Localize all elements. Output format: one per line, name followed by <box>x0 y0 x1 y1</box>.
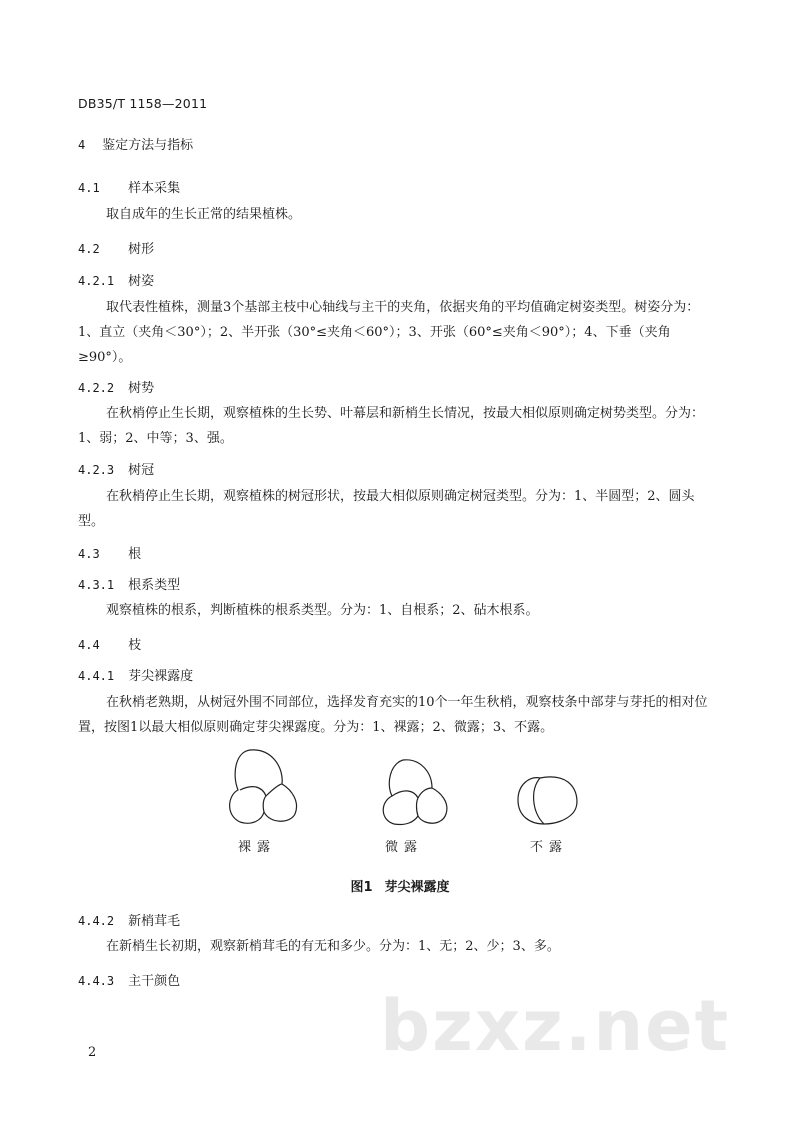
section-title: 树形 <box>128 242 155 257</box>
section-title: 树姿 <box>128 274 155 289</box>
paragraph-4-2-1: 取代表性植株，测量3个基部主枝中心轴线与主干的夹角，依据夹角的平均值确定树姿类型。树姿分为：1、直立（夹角＜30°）；2、半开张（30°≤夹角＜60°）；3、开张（60°≤夹角＜90°）；4、下垂（夹角≥90°）。 <box>78 300 700 365</box>
watermark: bzxz.net <box>380 985 731 1067</box>
section-heading-4-3-1 <box>78 574 180 593</box>
section-title: 树势 <box>128 381 155 396</box>
section-number: 4.4.2 <box>78 914 115 928</box>
section-number: 4.1 <box>78 181 100 195</box>
paragraph-4-2-3: 在秋梢停止生长期，观察植株的树冠形状，按最大相似原则确定树冠类型。分为：1、半圆型；2、圆头型。 <box>78 489 695 529</box>
section-number: 4.3 <box>78 547 100 561</box>
section-number: 4.2.3 <box>78 463 115 477</box>
paragraph-4-4-2: 在新梢生长初期，观察新梢茸毛的有无和多少。分为：1、无；2、少；3、多。 <box>106 939 560 954</box>
figure-caption-number: 图1 <box>350 880 373 895</box>
section-heading-4-3 <box>78 543 141 562</box>
section-title: 树冠 <box>128 463 155 478</box>
section-title: 样本采集 <box>128 181 181 196</box>
section-heading-4-2-1 <box>78 270 154 289</box>
figure-caption-title: 芽尖裸露度 <box>384 880 450 895</box>
figure-label-not-exposed: 不露 <box>530 840 569 855</box>
section-title: 主干颜色 <box>128 974 181 989</box>
paragraph-4-1: 取自成年的生长正常的结果植株。 <box>106 207 302 222</box>
section-number: 4.2 <box>78 242 100 256</box>
section-title: 枝 <box>128 638 142 653</box>
section-title: 新梢茸毛 <box>128 914 181 929</box>
section-heading-4-2-3 <box>78 459 154 478</box>
section-heading-4-2 <box>78 238 154 257</box>
section-number: 4.4.1 <box>78 669 115 683</box>
paragraph-4-2-2: 在秋梢停止生长期，观察植株的生长势、叶幕层和新梢生长情况，按最大相似原则确定树势类型。分为：1、弱；2、中等；3、强。 <box>78 406 705 446</box>
section-heading-4-2-2 <box>78 377 154 396</box>
section-heading-4-4-2 <box>78 910 180 929</box>
section-heading-4 <box>78 134 193 153</box>
section-heading-4-4-1 <box>78 665 193 684</box>
section-number: 4 <box>78 138 86 152</box>
section-title: 根 <box>128 547 142 562</box>
section-title: 芽尖裸露度 <box>128 669 194 684</box>
section-heading-4-1 <box>78 177 180 196</box>
bud-exposed-drawing <box>230 750 297 823</box>
section-title: 鉴定方法与指标 <box>102 138 194 153</box>
paragraph-4-3-1: 观察植株的根系，判断植株的根系类型。分为：1、自根系；2、砧木根系。 <box>106 603 539 618</box>
bud-drawings <box>200 740 600 830</box>
figure-label-exposed: 裸露 <box>238 840 277 855</box>
section-heading-4-4 <box>78 634 141 653</box>
section-number: 4.3.1 <box>78 578 115 592</box>
paragraph-4-4-1: 在秋梢老熟期，从树冠外围不同部位，选择发育充实的10个一年生秋梢，观察枝条中部芽与芽托的相对位置，按图1以最大相似原则确定芽尖裸露度。分为：1、裸露；2、微露；3、不露。 <box>78 695 708 735</box>
figure-label-slightly-exposed: 微露 <box>385 840 424 855</box>
section-heading-4-4-3 <box>78 970 180 989</box>
page-number: 2 <box>88 1045 97 1060</box>
figure-caption <box>0 876 800 895</box>
section-number: 4.2.1 <box>78 274 115 288</box>
bud-not-exposed-drawing <box>518 777 577 824</box>
bud-slightly-exposed-drawing <box>383 760 447 825</box>
section-title: 根系类型 <box>128 578 181 593</box>
doc-code: DB35/T 1158—2011 <box>78 96 208 111</box>
section-number: 4.2.2 <box>78 381 115 395</box>
section-number: 4.4 <box>78 638 100 652</box>
section-number: 4.4.3 <box>78 974 115 988</box>
